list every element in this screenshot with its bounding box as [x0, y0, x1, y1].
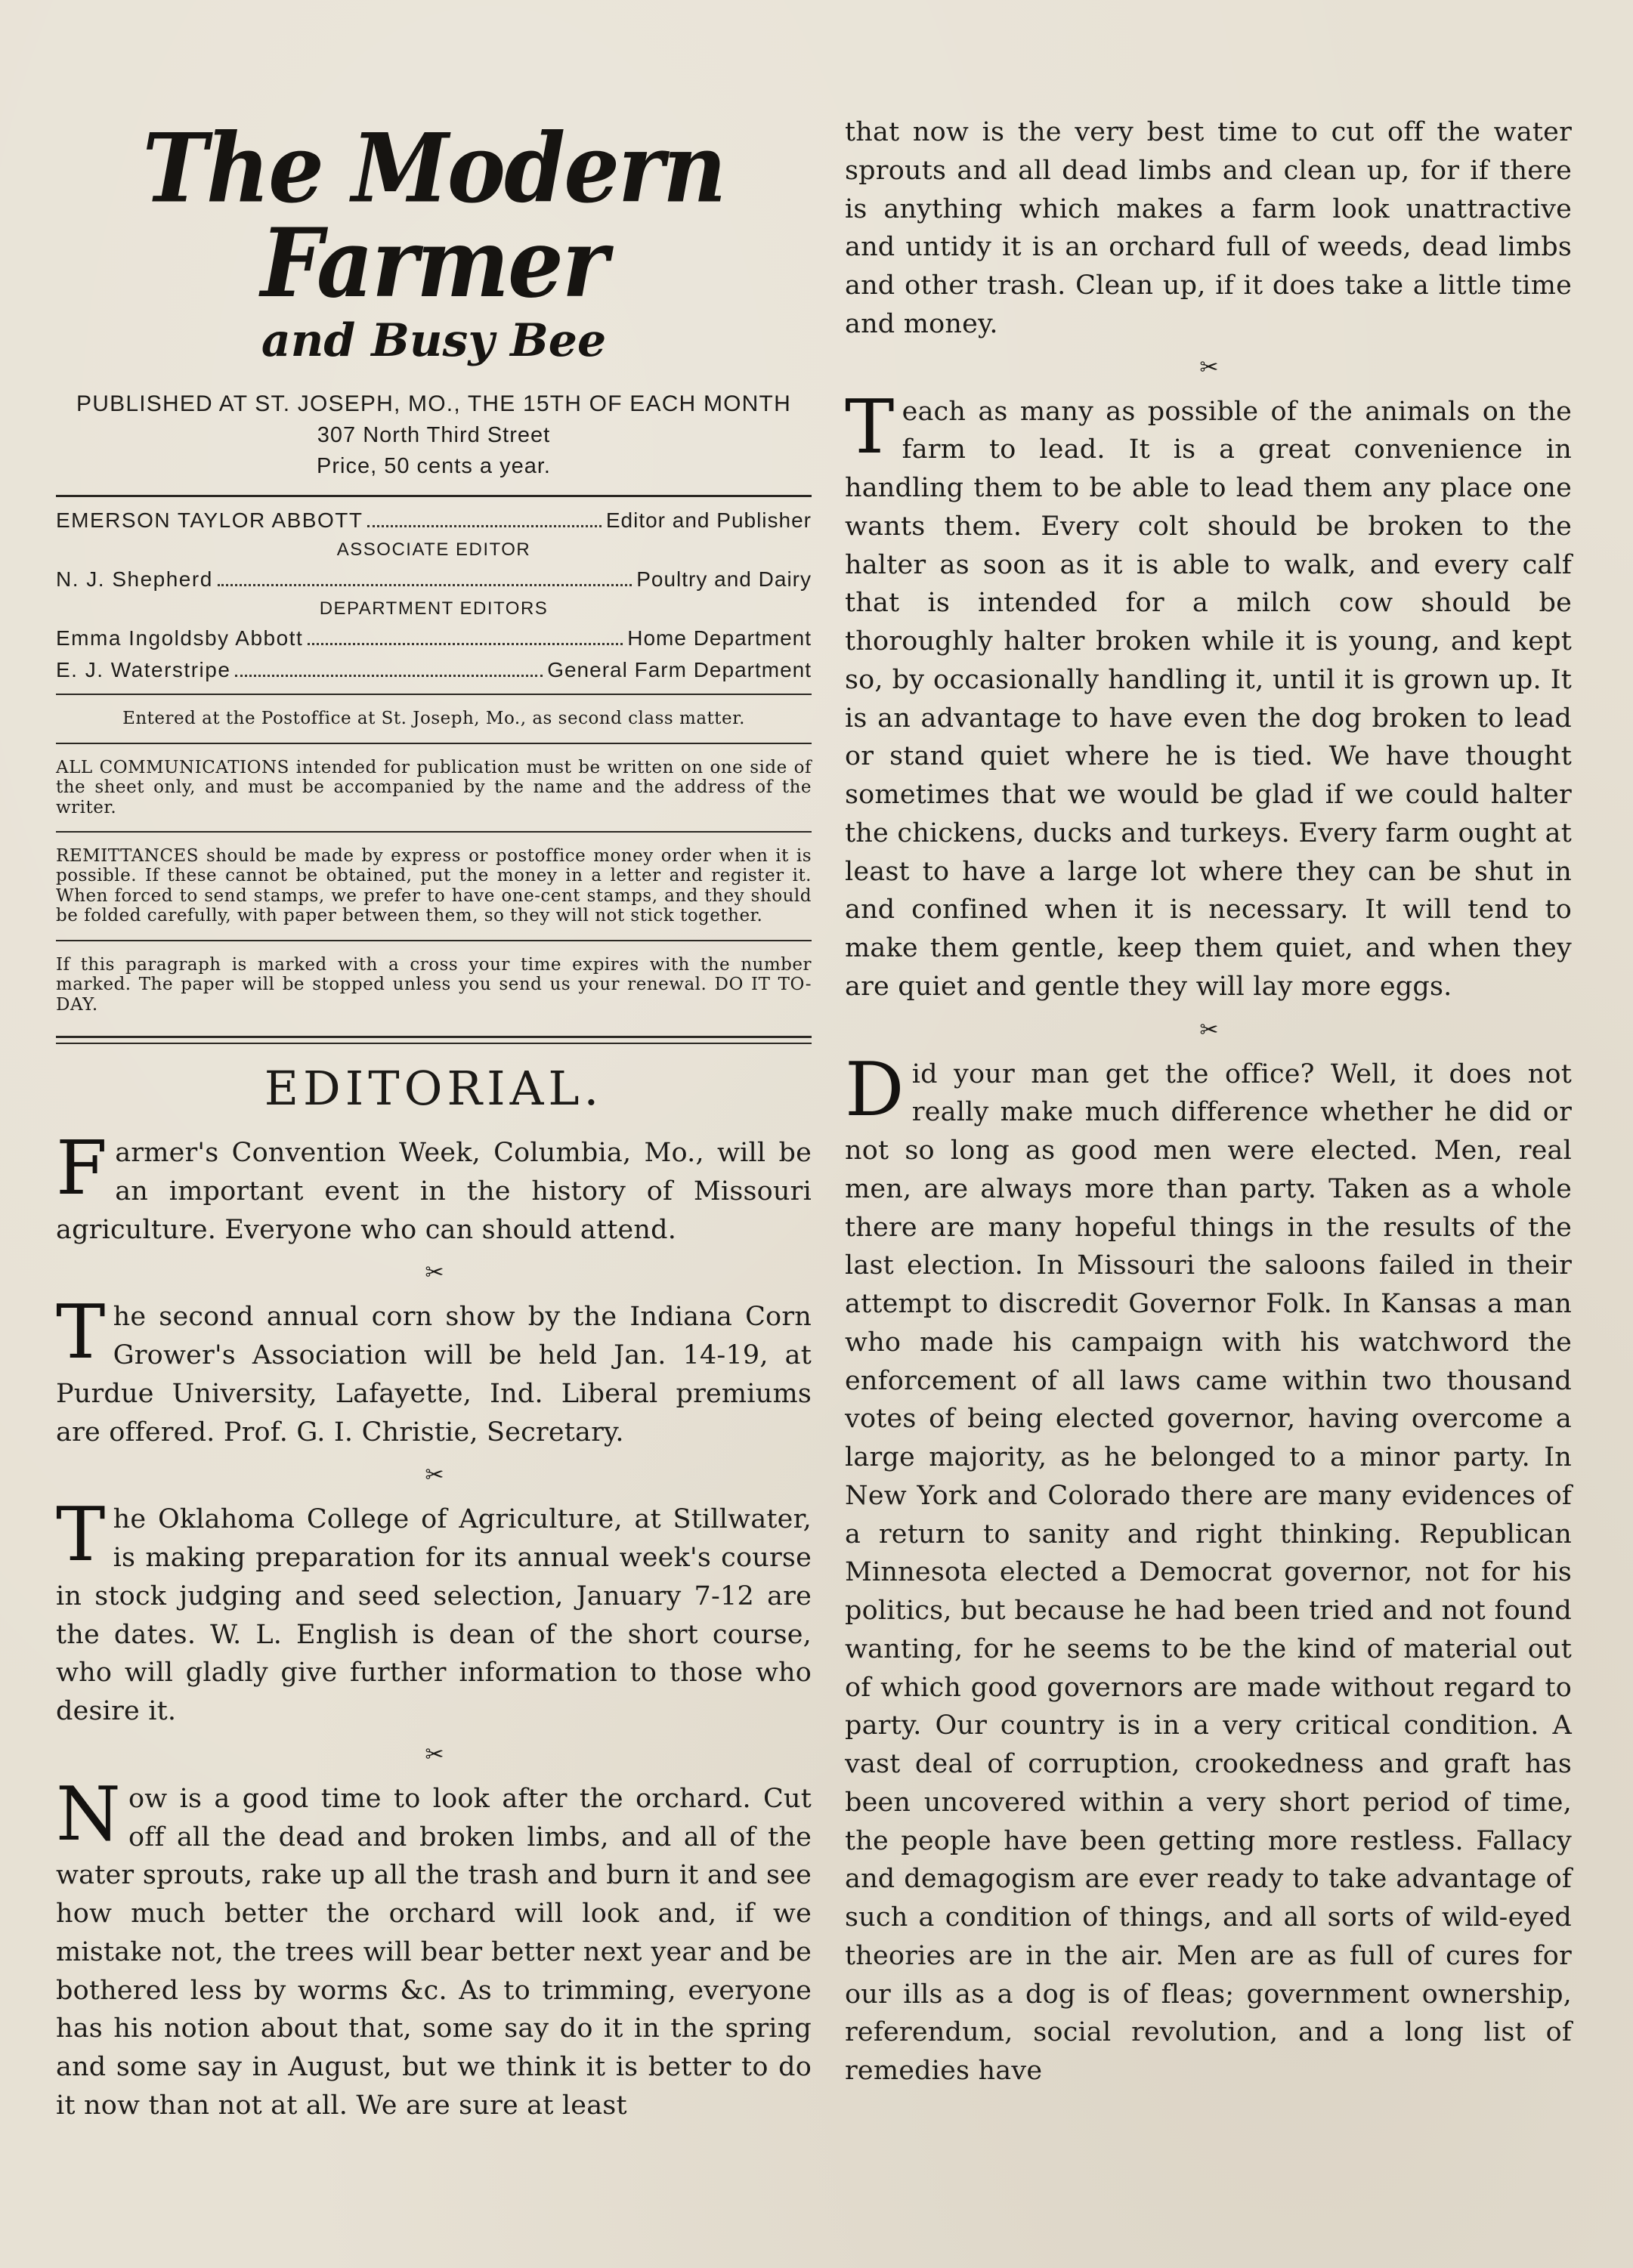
editorial-paragraph: [56, 1126, 812, 1249]
divider: [56, 831, 812, 833]
dot-leader: [235, 675, 543, 677]
drop-cap: T: [845, 384, 895, 471]
right-column: [845, 113, 1572, 2090]
staff-row-dept: [56, 654, 812, 686]
divider: [56, 743, 812, 744]
staff-name: Emma Ingoldsby Abbott: [56, 626, 304, 650]
dot-leader: [218, 584, 632, 586]
masthead-subtitle: and Busy Bee: [261, 314, 607, 367]
paragraph-text: he second annual corn show by the Indiana Corn Grower's Association will be held Jan. 14-19, at Purdue University, Lafayette, Ind. Liberal premiums are offered. Prof. G. I. Christie, Secretary.: [56, 1302, 812, 1448]
staff-role: Poultry and Dairy: [636, 567, 812, 592]
staff-box: [56, 505, 812, 686]
staff-role: Home Department: [627, 626, 812, 650]
ornament-divider: ✂: [1199, 354, 1217, 381]
editorial-paragraph: [845, 384, 1572, 1006]
staff-name: N. J. Shepherd: [56, 567, 213, 592]
editorial-paragraph: [56, 1290, 812, 1451]
double-rule: [56, 1036, 812, 1044]
staff-name: EMERSON TAYLOR ABBOTT: [56, 508, 363, 533]
staff-row-editor: [56, 505, 812, 536]
dot-leader: [367, 525, 601, 527]
paragraph-text: armer's Convention Week, Columbia, Mo., will be an important event in the history of Missouri agriculture. Everyone who can should attend.: [56, 1138, 812, 1245]
staff-role: General Farm Department: [547, 658, 812, 682]
ornament-divider: ✂: [425, 1259, 443, 1287]
paragraph-text: ow is a good time to look after the orchard. Cut off all the dead and broken limbs, and all of the water sprouts, rake up all the trash and burn it and see how much better the orchard will look and, if we mistake not, the trees will bear better next year and be bothered less by worms &c. As to trimming, everyone has his notion about that, some say do it in the spring and some say in August, but we think it is better to do it now than not at all. We are sure at least: [56, 1783, 812, 2121]
communications-notice: ALL COMMUNICATIONS intended for publication must be written on one side of the sheet only, and must be accompanied by the name and the address of the writer.: [56, 757, 812, 817]
ornament-divider: ✂: [1199, 1016, 1217, 1043]
divider: [56, 694, 812, 695]
editorial-paragraph: [56, 1492, 812, 1731]
associate-heading: ASSOCIATE EDITOR: [336, 539, 531, 561]
paragraph-text: each as many as possible of the animals on the farm to lead. It is a great convenience in handling them to be able to lead them any place one wants them. Every colt should be broken to the halter as soon as it is able to walk, and every calf that is intended for a milch cow should be thoroughly halter broken while it is young, and kept so, by occasionally handling it, until it is grown up. It is an advantage to have even the dog broken to lead or stand quiet where he is tied. We have thought sometimes that we would be glad if we could halter the chickens, ducks and turkeys. Every farm ought at least to have a large lot where they can be shut in and confined when it is necessary. It will tend to make them gentle, keep them quiet, and when they are quiet and gentle they will lay more eggs.: [845, 396, 1572, 1002]
dot-leader: [308, 643, 623, 645]
drop-cap: F: [56, 1126, 108, 1212]
staff-row-dept: [56, 623, 812, 654]
editorial-paragraph: [56, 1771, 812, 2125]
paragraph-text: he Oklahoma College of Agriculture, at Stillwater, is making preparation for its annual week's course in stock judging and seed selection, January 7-12 are the dates. W. L. English is dean of the short course, who will gladly give further information to those who desire it.: [56, 1504, 812, 1726]
drop-cap: D: [845, 1046, 905, 1133]
left-column: [56, 113, 812, 2125]
continued-paragraph: that now is the very best time to cut off the water sprouts and all dead limbs and clean up, for if there is anything which makes a farm look unattractive and untidy it is an orchard full of weeds, dead limbs and other trash. Clean up, if it does take a little time and money.: [845, 117, 1572, 339]
entered-notice: Entered at the Postoffice at St. Joseph, Mo., as second class matter.: [122, 709, 745, 729]
published-line: PUBLISHED AT ST. JOSEPH, MO., THE 15TH OF EACH MONTH: [76, 391, 791, 416]
price-line: Price, 50 cents a year.: [317, 453, 551, 478]
drop-cap: T: [56, 1290, 106, 1377]
staff-role: Editor and Publisher: [605, 508, 812, 533]
renewal-notice: If this paragraph is marked with a cross your time expires with the number marked. The paper will be stopped unless you send us your renewal. DO IT TO-DAY.: [56, 954, 812, 1015]
staff-row-associate: [56, 564, 812, 595]
department-heading: DEPARTMENT EDITORS: [319, 598, 549, 620]
paragraph-text: id your man get the office? Well, it does not really make much difference whether he did or not so long as good men were elected. Men, real men, are always more than party. Taken as a whole there are many hopeful things in the results of the last election. In Missouri the saloons failed in their attempt to discredit Governor Folk. In Kansas a man who made his campaign with his watchword the enforcement of all laws came within two thousand votes of being elected governor, having overcome a large majority, as he belonged to a minor party. In New York and Colorado there are many evidences of a return to sanity and right thinking. Republican Minnesota elected a Democrat governor, not for his politics, but because he had been tried and not found wanting, for he seems to be the kind of material out of which good governors are made without regard to party. Our country is in a very critical condition. A vast deal of corruption, crookedness and graft has been uncovered within a very short period of time, the people have been getting more restless. Fallacy and demagogism are ever ready to take advantage of such a condition of things, and all sorts of wild-eyed theories are in the air. Men are as full of cures for our ills as a dog is of fleas; government ownership, referendum, social revolution, and a long list of remedies have: [845, 1058, 1572, 2086]
ornament-divider: ✂: [425, 1741, 443, 1768]
divider: [56, 940, 812, 941]
publication-info: [56, 388, 812, 481]
staff-name: E. J. Waterstripe: [56, 658, 231, 682]
ornament-divider: ✂: [425, 1462, 443, 1489]
editorial-heading: EDITORIAL.: [264, 1061, 604, 1116]
masthead-title: The Modern Farmer: [142, 113, 725, 320]
drop-cap: N: [56, 1771, 121, 1858]
drop-cap: T: [56, 1492, 106, 1579]
address-line: 307 North Third Street: [317, 423, 551, 447]
divider: [56, 495, 812, 497]
editorial-paragraph: [845, 1046, 1572, 2090]
remittances-notice: REMITTANCES should be made by express or postoffice money order when it is possible. If these cannot be obtained, put the money in a letter and register it. When forced to send stamps, we prefer to have one-cent stamps, and they should be folded carefully, with paper between them, so they will not stick together.: [56, 845, 812, 926]
